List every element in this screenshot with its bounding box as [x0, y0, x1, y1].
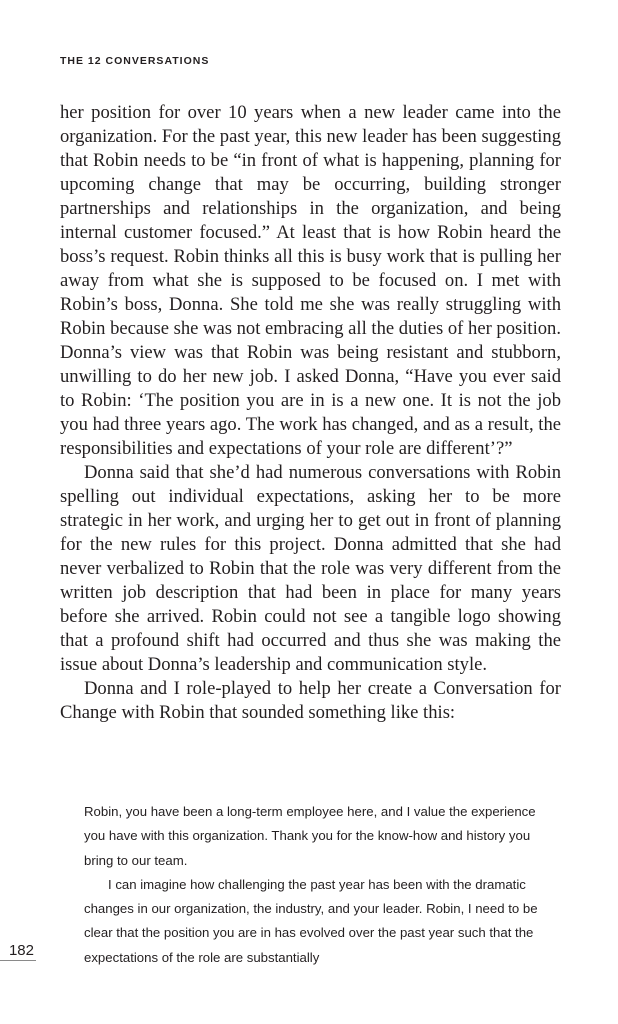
page-number: 182 [0, 941, 36, 961]
running-head: THE 12 CONVERSATIONS [60, 55, 210, 67]
extract-paragraph: I can imagine how challenging the past year has been with the dramatic changes in our organization, the industry, and your leader. Robin, I need to be clear that the position you are in has evolved over the past year such that the expectations of the role are substantially [84, 876, 538, 965]
body-paragraph: her position for over 10 years when a new leader came into the organization. For the past year, this new leader has been suggesting that Robin needs to be “in front of what is happening, planning for upcoming change that may be occurring, building stronger partnerships and relationships in the organization, and being internal customer focused.” At least that is how Robin heard the boss’s request. Robin thinks all this is busy work that is pulling her away from what she is supposed to be focused on. I met with Robin’s boss, Donna. She told me she was really struggling with Robin because she was not embracing all the duties of her position. Donna’s view was that Robin was being resistant and stubborn, unwilling to do her new job. I asked Donna, “Have you ever said to Robin: ‘The position you are in is a new one. It is not the job you had three years ago. The work has changed, and as a result, the responsibilities and expectations of your role are different’?” [60, 102, 561, 459]
body-text [60, 101, 561, 725]
body-paragraph: Donna said that she’d had numerous conversations with Robin spelling out individual expectations, asking her to be more strategic in her work, and urging her to get out in front of planning for the new rules for this project. Donna admitted that she had never verbalized to Robin that the role was very different from the written job description that had been in place for many years before she arrived. Robin could not see a tangible logo showing that a profound shift had occurred and thus she was making the issue about Donna’s leadership and communication style. [60, 462, 561, 675]
dialogue-extract [84, 800, 546, 970]
body-paragraph: Donna and I role-played to help her create a Conversation for Change with Robin that sounded something like this: [60, 678, 561, 723]
extract-paragraph: Robin, you have been a long-term employee here, and I value the experience you have with this organization. Thank you for the know-how and history you bring to our team. [84, 804, 536, 868]
